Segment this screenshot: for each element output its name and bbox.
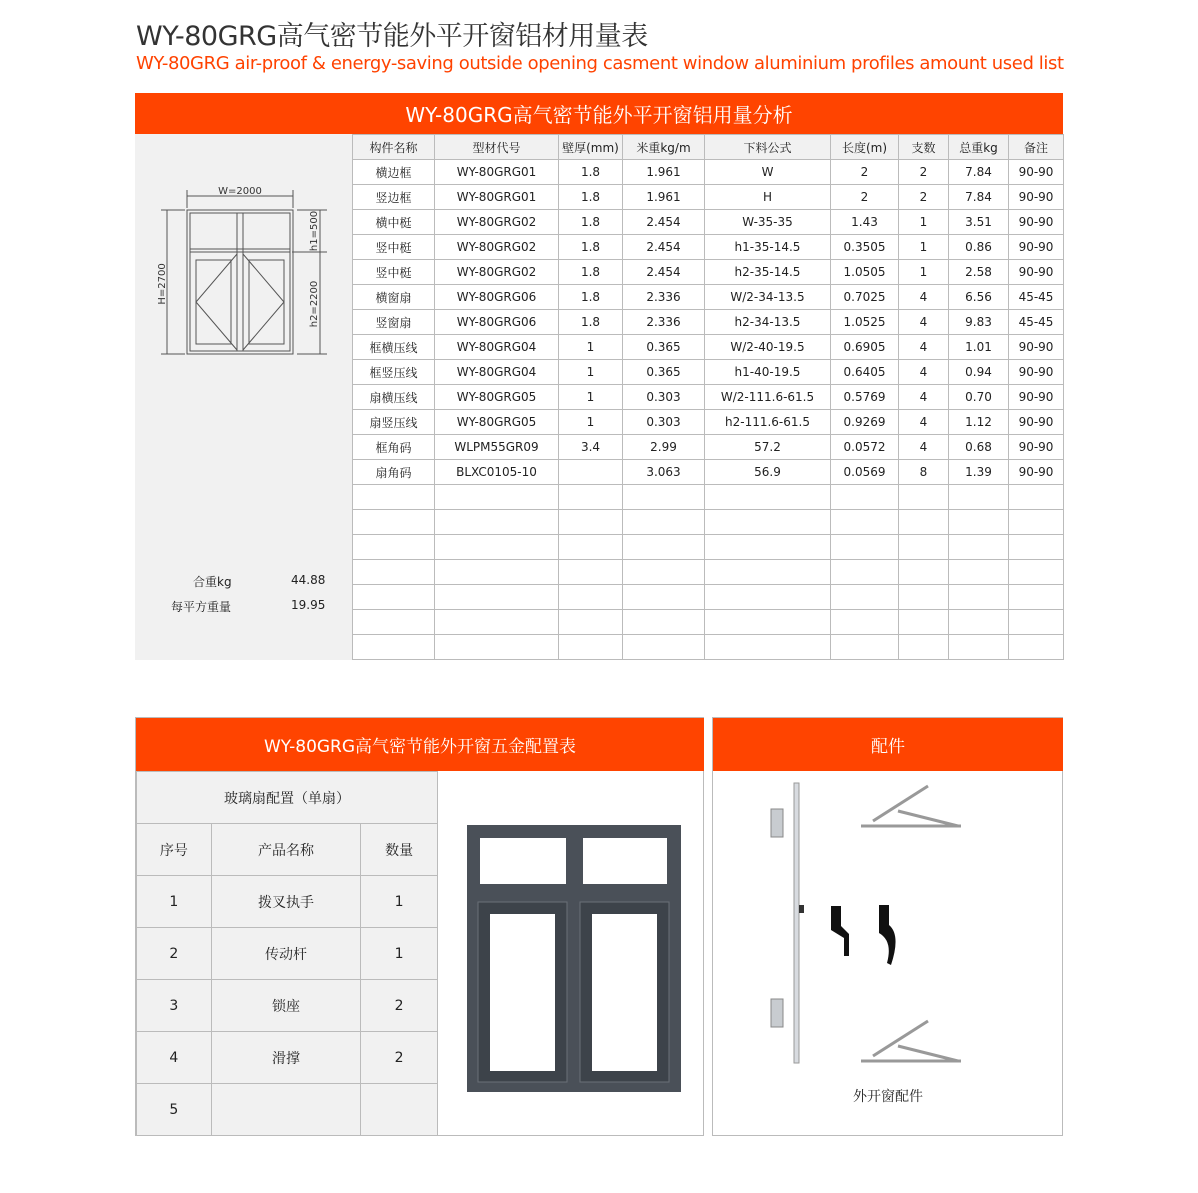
table-cell: 1: [559, 410, 623, 435]
table-cell: 0.303: [623, 385, 705, 410]
section-header-hardware: WY-80GRG高气密节能外开窗五金配置表: [136, 718, 704, 771]
table-cell: 型材代号: [435, 135, 559, 160]
table-cell: 9.83: [949, 310, 1009, 335]
accessories-image: [763, 781, 973, 1071]
table-cell: [705, 560, 831, 585]
table-cell: 1: [559, 385, 623, 410]
table-cell: 2: [899, 160, 949, 185]
empty-table-row: [353, 610, 1064, 635]
table-cell: 支数: [899, 135, 949, 160]
table-cell: 框角码: [353, 435, 435, 460]
table-cell: 横边框: [353, 160, 435, 185]
table-cell: 2: [831, 160, 899, 185]
table-cell: WY-80GRG04: [435, 360, 559, 385]
table-cell: [361, 1084, 438, 1136]
table-cell: 扇横压线: [353, 385, 435, 410]
table-cell: 2.454: [623, 260, 705, 285]
table-cell: [899, 560, 949, 585]
accessories-caption: 外开窗配件: [853, 1089, 923, 1105]
table-cell: 2.336: [623, 285, 705, 310]
table-cell: 2: [831, 185, 899, 210]
page-title: WY-80GRG高气密节能外平开窗铝材用量表: [136, 21, 648, 52]
table-cell: [435, 585, 559, 610]
table-cell: [559, 535, 623, 560]
table-cell: 3.063: [623, 460, 705, 485]
table-cell: 0.86: [949, 235, 1009, 260]
table-cell: [435, 610, 559, 635]
table-cell: 下料公式: [705, 135, 831, 160]
table-cell: [623, 560, 705, 585]
table-cell: 4: [899, 360, 949, 385]
table-cell: [353, 485, 435, 510]
table-cell: h2-111.6-61.5: [705, 410, 831, 435]
table-cell: WY-80GRG02: [435, 210, 559, 235]
table-cell: 2.454: [623, 210, 705, 235]
table-cell: 1: [899, 210, 949, 235]
table-cell: h2-35-14.5: [705, 260, 831, 285]
table-cell: [623, 510, 705, 535]
table-cell: [353, 560, 435, 585]
table-row: [353, 210, 1064, 235]
table-cell: 1.39: [949, 460, 1009, 485]
table-cell: h1-35-14.5: [705, 235, 831, 260]
table-cell: 1.961: [623, 185, 705, 210]
table-cell: [353, 585, 435, 610]
table-cell: [949, 585, 1009, 610]
table-cell: [899, 485, 949, 510]
table-cell: [899, 510, 949, 535]
table-cell: [705, 510, 831, 535]
table-cell: 备注: [1009, 135, 1064, 160]
table-cell: 1.0505: [831, 260, 899, 285]
table-cell: 1: [361, 876, 438, 928]
total-weight-label: 合重kg: [193, 575, 232, 589]
table-cell: [435, 635, 559, 660]
table-cell: 4: [899, 285, 949, 310]
table-cell: 0.365: [623, 335, 705, 360]
total-weight-value: 44.88: [291, 573, 326, 587]
table-cell: [1009, 510, 1064, 535]
window-diagram-panel: [135, 134, 352, 660]
table-cell: 竖中梃: [353, 235, 435, 260]
table-cell: [623, 585, 705, 610]
table-cell: [899, 635, 949, 660]
accessories-section: [712, 717, 1063, 1136]
table-cell: [899, 610, 949, 635]
table-cell: 1: [137, 876, 212, 928]
table-cell: 米重kg/m: [623, 135, 705, 160]
table-cell: 45-45: [1009, 310, 1064, 335]
table-cell: W/2-40-19.5: [705, 335, 831, 360]
table-cell: 7.84: [949, 185, 1009, 210]
table-cell: [559, 460, 623, 485]
table-cell: 壁厚(mm): [559, 135, 623, 160]
hardware-row: [137, 1032, 438, 1084]
window-product-image: [467, 825, 683, 1093]
table-cell: 8: [899, 460, 949, 485]
table-cell: 长度(m): [831, 135, 899, 160]
table-row: [353, 160, 1064, 185]
table-cell: [831, 610, 899, 635]
table-cell: 1.961: [623, 160, 705, 185]
hardware-row: [137, 1084, 438, 1136]
table-cell: 0.70: [949, 385, 1009, 410]
table-cell: W-35-35: [705, 210, 831, 235]
table-cell: 7.84: [949, 160, 1009, 185]
table-cell: 1: [559, 335, 623, 360]
config-label: 玻璃扇配置（单扇）: [137, 772, 438, 824]
empty-table-row: [353, 635, 1064, 660]
table-cell: 90-90: [1009, 335, 1064, 360]
table-cell: 90-90: [1009, 460, 1064, 485]
table-cell: 0.303: [623, 410, 705, 435]
table-cell: 90-90: [1009, 435, 1064, 460]
table-cell: [831, 585, 899, 610]
table-cell: [435, 560, 559, 585]
table-cell: [1009, 535, 1064, 560]
table-cell: [1009, 610, 1064, 635]
table-cell: [831, 535, 899, 560]
table-cell: 产品名称: [211, 824, 360, 876]
table-cell: WY-80GRG02: [435, 235, 559, 260]
table-row: [353, 360, 1064, 385]
table-cell: 竖窗扇: [353, 310, 435, 335]
table-cell: 2.454: [623, 235, 705, 260]
table-cell: [705, 535, 831, 560]
table-cell: [831, 635, 899, 660]
window-dimension-diagram: [135, 174, 352, 364]
empty-table-row: [353, 560, 1064, 585]
table-cell: 1: [899, 260, 949, 285]
section-header-accessories: 配件: [713, 718, 1063, 771]
table-cell: [353, 510, 435, 535]
empty-table-row: [353, 535, 1064, 560]
table-cell: 90-90: [1009, 185, 1064, 210]
table-cell: [353, 635, 435, 660]
table-cell: [1009, 635, 1064, 660]
table-cell: [899, 585, 949, 610]
table-cell: [705, 585, 831, 610]
table-cell: 1: [361, 928, 438, 980]
table-cell: 2: [361, 980, 438, 1032]
table-cell: 0.0569: [831, 460, 899, 485]
height-dimension-label: H=2700: [157, 263, 168, 305]
table-cell: 0.3505: [831, 235, 899, 260]
table-cell: [435, 485, 559, 510]
table-row: [353, 235, 1064, 260]
table-cell: W/2-34-13.5: [705, 285, 831, 310]
table-row: [353, 335, 1064, 360]
table-cell: WY-80GRG02: [435, 260, 559, 285]
table-cell: 1.8: [559, 310, 623, 335]
table-cell: [1009, 585, 1064, 610]
table-cell: 拨叉执手: [211, 876, 360, 928]
table-cell: 2: [899, 185, 949, 210]
table-cell: [949, 635, 1009, 660]
profile-usage-table: [352, 134, 1064, 660]
table-cell: WY-80GRG01: [435, 185, 559, 210]
table-cell: H: [705, 185, 831, 210]
table-row: [353, 410, 1064, 435]
table-cell: 1: [899, 235, 949, 260]
table-cell: 0.9269: [831, 410, 899, 435]
table-cell: 4: [899, 385, 949, 410]
table-cell: 数量: [361, 824, 438, 876]
table-cell: 锁座: [211, 980, 360, 1032]
table-row: [353, 460, 1064, 485]
table-cell: 6.56: [949, 285, 1009, 310]
table-row: [353, 385, 1064, 410]
hardware-config-section: [135, 717, 704, 1136]
table-cell: 90-90: [1009, 160, 1064, 185]
table-cell: [949, 610, 1009, 635]
table-cell: 4: [899, 310, 949, 335]
empty-table-row: [353, 585, 1064, 610]
table-cell: WLPM55GR09: [435, 435, 559, 460]
table-cell: 1.8: [559, 210, 623, 235]
table-cell: BLXC0105-10: [435, 460, 559, 485]
table-cell: [831, 560, 899, 585]
table-cell: 3.4: [559, 435, 623, 460]
table-cell: 扇角码: [353, 460, 435, 485]
table-cell: [623, 535, 705, 560]
table-cell: [1009, 560, 1064, 585]
table-cell: [705, 635, 831, 660]
table-cell: 序号: [137, 824, 212, 876]
table-cell: [831, 485, 899, 510]
table-cell: 2: [361, 1032, 438, 1084]
table-cell: 45-45: [1009, 285, 1064, 310]
table-cell: 3: [137, 980, 212, 1032]
table-cell: 0.6405: [831, 360, 899, 385]
table-cell: [623, 485, 705, 510]
table-cell: [435, 510, 559, 535]
table-row: [353, 310, 1064, 335]
table-cell: [899, 535, 949, 560]
table-cell: [435, 535, 559, 560]
table-cell: 90-90: [1009, 260, 1064, 285]
table-cell: 2.336: [623, 310, 705, 335]
table-cell: 1.8: [559, 260, 623, 285]
table-cell: 0.94: [949, 360, 1009, 385]
table-row: [353, 285, 1064, 310]
table-cell: h2-34-13.5: [705, 310, 831, 335]
table-cell: [559, 510, 623, 535]
table-cell: 0.0572: [831, 435, 899, 460]
table-cell: 90-90: [1009, 210, 1064, 235]
table-cell: [559, 585, 623, 610]
hardware-config-table: [136, 771, 438, 1136]
table-cell: [623, 635, 705, 660]
table-cell: [705, 610, 831, 635]
table-cell: 0.5769: [831, 385, 899, 410]
h1-dimension-label: h1=500: [309, 210, 320, 252]
table-cell: 1.8: [559, 235, 623, 260]
table-cell: [705, 485, 831, 510]
table-cell: 57.2: [705, 435, 831, 460]
hardware-row: [137, 980, 438, 1032]
table-cell: [211, 1084, 360, 1136]
table-cell: 3.51: [949, 210, 1009, 235]
table-cell: 0.365: [623, 360, 705, 385]
table-cell: 1.0525: [831, 310, 899, 335]
weight-per-sqm-value: 19.95: [291, 598, 326, 612]
empty-table-row: [353, 485, 1064, 510]
table-cell: 1.43: [831, 210, 899, 235]
table-cell: 1.8: [559, 185, 623, 210]
table-cell: 1.12: [949, 410, 1009, 435]
table-cell: WY-80GRG01: [435, 160, 559, 185]
table-cell: 0.7025: [831, 285, 899, 310]
table-cell: 90-90: [1009, 360, 1064, 385]
table-cell: 1.8: [559, 285, 623, 310]
weight-per-sqm-label: 每平方重量: [171, 600, 232, 614]
table-cell: [1009, 485, 1064, 510]
table-cell: [949, 535, 1009, 560]
table-cell: 传动杆: [211, 928, 360, 980]
table-cell: W/2-111.6-61.5: [705, 385, 831, 410]
table-cell: 4: [899, 335, 949, 360]
table-cell: [559, 485, 623, 510]
width-dimension-label: W=2000: [218, 186, 262, 197]
table-cell: 90-90: [1009, 235, 1064, 260]
table-cell: [559, 560, 623, 585]
table-cell: 横中梃: [353, 210, 435, 235]
table-cell: 竖边框: [353, 185, 435, 210]
table-cell: 1: [559, 360, 623, 385]
table-row: [353, 185, 1064, 210]
table-cell: 4: [137, 1032, 212, 1084]
table-cell: 1.01: [949, 335, 1009, 360]
table-cell: 4: [899, 410, 949, 435]
table-cell: WY-80GRG06: [435, 285, 559, 310]
table-cell: 0.68: [949, 435, 1009, 460]
hardware-row: [137, 876, 438, 928]
table-cell: 2: [137, 928, 212, 980]
table-cell: 2.99: [623, 435, 705, 460]
table-cell: W: [705, 160, 831, 185]
table-cell: [559, 610, 623, 635]
table-cell: 竖中梃: [353, 260, 435, 285]
h2-dimension-label: h2=2200: [309, 280, 320, 328]
table-cell: 2.58: [949, 260, 1009, 285]
table-cell: 1.8: [559, 160, 623, 185]
table-cell: 横窗扇: [353, 285, 435, 310]
table-cell: [559, 635, 623, 660]
table-cell: [949, 485, 1009, 510]
table-cell: 90-90: [1009, 385, 1064, 410]
table-cell: 56.9: [705, 460, 831, 485]
table-cell: 框竖压线: [353, 360, 435, 385]
table-cell: [949, 510, 1009, 535]
table-cell: 0.6905: [831, 335, 899, 360]
table-cell: [623, 610, 705, 635]
hardware-header-row: [137, 824, 438, 876]
table-cell: WY-80GRG05: [435, 410, 559, 435]
table-cell: h1-40-19.5: [705, 360, 831, 385]
table-cell: 4: [899, 435, 949, 460]
table-row: [353, 435, 1064, 460]
table-cell: 扇竖压线: [353, 410, 435, 435]
table-cell: [353, 535, 435, 560]
table-cell: WY-80GRG05: [435, 385, 559, 410]
table-cell: 滑撑: [211, 1032, 360, 1084]
table-header-row: [353, 135, 1064, 160]
table-cell: [353, 610, 435, 635]
table-cell: 构件名称: [353, 135, 435, 160]
table-cell: 总重kg: [949, 135, 1009, 160]
table-cell: WY-80GRG06: [435, 310, 559, 335]
table-cell: WY-80GRG04: [435, 335, 559, 360]
page-subtitle: WY-80GRG air-proof & energy-saving outside opening casment window aluminium profiles amount used list: [136, 53, 1064, 74]
table-cell: [949, 560, 1009, 585]
table-row: [353, 260, 1064, 285]
table-cell: 90-90: [1009, 410, 1064, 435]
table-cell: [831, 510, 899, 535]
empty-table-row: [353, 510, 1064, 535]
section-header-usage: WY-80GRG高气密节能外平开窗铝用量分析: [135, 93, 1063, 134]
table-cell: 框横压线: [353, 335, 435, 360]
table-cell: 5: [137, 1084, 212, 1136]
hardware-row: [137, 928, 438, 980]
